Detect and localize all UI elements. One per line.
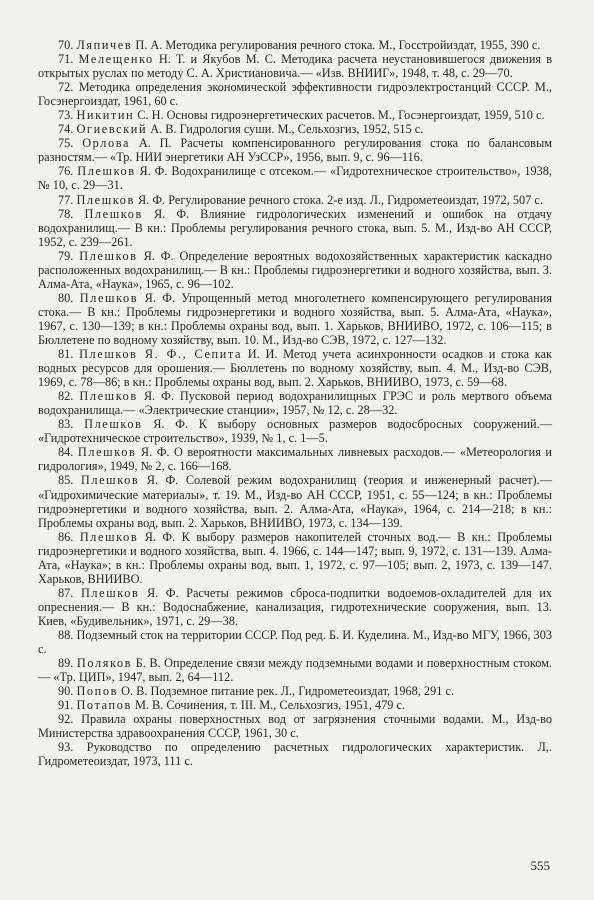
reference-entry [38, 347, 552, 389]
reference-text: Я. Ф. Солевой режим водохранилищ (теория и инженерный расчет).— «Гидрохимические материалы», т. 19. М., Изд-во АН СССР, 1951, с. 55—124; в кн.: Проблемы гидроэнергетики и водного хозяйства, вып. 2. Алма-Ата, «Наука», 1964, с. 214—218; в кн.: Проблемы охраны вод, вып. 2. Харьков, ВНИИВО, 1973, с. 134—139. [38, 473, 553, 530]
reference-author: Плешков [79, 248, 138, 263]
reference-author: Орлова [82, 136, 131, 151]
reference-text: А. В. Гидрология суши. М., Сельхозгиз, 1952, 515 с. [150, 122, 424, 137]
reference-list [38, 38, 552, 768]
reference-number: 72. [58, 80, 74, 95]
reference-entry [38, 193, 552, 207]
reference-entry [38, 656, 552, 684]
reference-entry [38, 445, 552, 473]
reference-number: 76. [58, 164, 74, 179]
reference-text: И. И. Метод учета асинхронности осадков и стока как водных ресурсов для орошения.— Бюллетень по водному хозяйству, вып. 4. М., Изд-во СЭВ, 1969, с. 78—86; в кн.: Проблемы охраны вод, вып. 2. Харьков, ВНИИВО, 1973, с. 59—68. [38, 347, 552, 390]
reference-text: О. В. Подземное питание рек. Л., Гидрометеоиздат, 1968, 291 с. [121, 684, 454, 699]
reference-entry [38, 108, 552, 122]
reference-number: 75. [58, 136, 74, 151]
reference-author: Плешков [79, 389, 138, 404]
reference-number: 87. [58, 585, 74, 600]
reference-text: Правила охраны поверхностных вод от загрязнения сточными водами. М., Изд-во Министерства здравоохранения СССР, 1961, 30 с. [38, 712, 552, 741]
reference-text: Руководство по определению расчетных гидрологических характеристик. Л,. Гидрометеоиздат, 1973, 111 с. [38, 740, 553, 769]
reference-entry [38, 136, 552, 164]
reference-entry [38, 80, 552, 108]
reference-number: 86. [58, 529, 74, 544]
reference-number: 92. [58, 712, 74, 727]
reference-text: Я. Ф. Регулирование речного стока. 2-е изд. Л., Гидрометеоиздат, 1972, 507 с. [137, 192, 543, 207]
reference-entry [38, 164, 552, 192]
reference-number: 90. [58, 684, 74, 699]
reference-text: С. Н. Основы гидроэнергетических расчетов. М., Госэнергоиздат, 1959, 510 с. [137, 108, 545, 123]
reference-text: Я. Ф. Водохранилище с отсеком.— «Гидротехническое строительство», 1938, № 10, с. 29—31. [38, 164, 552, 193]
reference-entry [38, 698, 552, 712]
reference-text: П. А. Методика регулирования речного стока. М., Госстройиздат, 1955, 390 с. [135, 38, 541, 52]
reference-number: 85. [58, 473, 74, 488]
reference-author: Плешков [80, 585, 140, 600]
reference-entry [38, 417, 552, 445]
reference-number: 74. [58, 122, 74, 137]
reference-number: 79. [58, 248, 74, 263]
reference-text: Подземный сток на территории СССР. Под ред. Б. И. Куделина. М., Изд-во МГУ, 1966, 303 с. [38, 627, 552, 657]
reference-number: 88. [58, 627, 74, 642]
reference-text: Я. Ф. Упрощенный метод многолетнего компенсирующего регулирования стока.— В кн.: Проблемы гидроэнергетики и водного хозяйства, вып. 5. Алма-Ата, «Наука», 1967, с. 130—139; в кн.: Проблемы охраны вод, вып. 1. Харьков, ВНИИВО, 1972, с. 106—115; в Бюллетене по водному хозяйству, вып. 10. М., Изд-во СЭВ, 1972, с. 127—132. [38, 290, 552, 347]
reference-author: Попов [76, 684, 119, 699]
reference-text: Методика определения экономической эффективности гидроэлектростанций СССР. М., Госэнергоиздат, 1961, 60 с. [38, 80, 552, 109]
reference-number: 81. [58, 347, 74, 362]
reference-number: 80. [58, 290, 74, 305]
reference-text: Я. Ф. К выбору размеров накопителей сточных вод.— В кн.: Проблемы гидроэнергетики и водного хозяйства, вып. 4. 1966, с. 144—147; вып. 9, 1972, с. 131—139. Алма-Ата, «Наука»; в кн.: Проблемы охраны вод, вып. 1, 1972, с. 97—105; вып. 2, 1973, с. 139—147. Харьков, ВНИИВО. [38, 529, 553, 586]
reference-number: 84. [58, 445, 74, 460]
reference-text: Н. Т. и Якубов М. С. Методика расчета неустановившегося движения в открытых руслах по методу С. А. Христиановича.— «Изв. ВНИИГ», 1948, т. 48, с. 29—70. [38, 52, 553, 81]
reference-author: Плешков [80, 473, 140, 488]
reference-author: Плешков [79, 290, 139, 305]
reference-author: Огиевский [76, 122, 148, 137]
reference-entry [38, 291, 552, 347]
reference-author: Поляков [76, 656, 133, 671]
reference-number: 82. [58, 389, 74, 404]
reference-number: 78. [58, 206, 74, 221]
reference-entry [38, 389, 552, 417]
reference-entry [38, 473, 552, 529]
reference-text: Я. Ф. Пусковой период водохранилищных ГРЭС и роль мертвого объема водохранилища.— «Электрические станции», 1957, № 12, с. 28—32. [38, 389, 552, 418]
reference-entry [38, 530, 552, 586]
reference-author: Плешков Я. Ф., Сепита [79, 347, 243, 362]
reference-text: М. В. Сочинения, т. III. М., Сельхозгиз, 1951, 479 с. [134, 698, 406, 713]
reference-number: 70. [58, 38, 74, 52]
reference-number: 89. [58, 656, 74, 671]
reference-author: Плешков [84, 417, 143, 432]
reference-entry [38, 712, 552, 740]
reference-entry [38, 207, 552, 249]
reference-author: Потапов [76, 698, 132, 713]
reference-entry [38, 586, 552, 628]
reference-entry [38, 740, 552, 768]
reference-number: 77. [58, 192, 74, 207]
reference-author: Плешков [79, 529, 139, 544]
reference-entry [38, 122, 552, 136]
reference-number: 73. [58, 108, 74, 123]
reference-author: Никитин [76, 108, 135, 123]
reference-text: Я. Ф. Влияние гидрологических изменений и ошибок на отдачу водохранилищ.— В кн.: Проблемы регулирования речного стока, вып. 5. М., Изд-во АН СССР, 1952, с. 239—261. [38, 206, 553, 249]
reference-entry [38, 249, 552, 291]
reference-entry [38, 52, 552, 80]
reference-text: Я. Ф. Определение вероятных водохозяйственных характеристик каскадно расположенных водохранилищ.— В кн.: Проблемы гидроэнергетики и водного хозяйства, вып. 3. Алма-Ата, «Наука», 1965, с. 96—102. [38, 248, 552, 291]
reference-author: Плешков [76, 192, 135, 207]
reference-text: Б. В. Определение связи между подземными водами и поверхностным стоком.— «Тр. ЦИП», 1947, вып. 2, 64—112. [38, 656, 553, 685]
reference-text: Я. Ф. О вероятности максимальных ливневых расходов.— «Метеорология и гидрология», 1949, № 2, с. 166—168. [38, 445, 553, 474]
reference-number: 91. [58, 698, 74, 713]
reference-text: Я. Ф. К выбору основных размеров водосбросных сооружений.— «Гидротехническое строительство», 1939, № 1, с. 1—5. [38, 417, 552, 446]
reference-number: 71. [58, 52, 74, 67]
reference-entry [38, 684, 552, 698]
reference-author: Мелещенко [78, 52, 154, 67]
page-number: 555 [530, 858, 550, 873]
reference-text: Я. Ф. Расчеты режимов сброса-подпитки водоемов-охладителей для их опреснения.— В кн.: Водоснабжение, канализация, гидротехнические сооружения, вып. 13. Киев, «Будивельник», 1971, с. 29—38. [38, 585, 553, 628]
reference-author: Плешков [84, 206, 143, 221]
reference-text: А. П. Расчеты компенсированного регулирования стока по балансовым разностям.— «Тр. НИИ энергетики АН УзССР», 1956, вып. 9, с. 96—116. [38, 136, 553, 165]
reference-entry [38, 38, 552, 52]
reference-number: 93. [58, 740, 74, 755]
reference-author: Плешков [77, 164, 136, 179]
reference-author: Ляпичев [76, 38, 133, 52]
reference-entry [38, 628, 552, 656]
reference-author: Плешков [77, 445, 137, 460]
reference-number: 83. [58, 417, 74, 432]
